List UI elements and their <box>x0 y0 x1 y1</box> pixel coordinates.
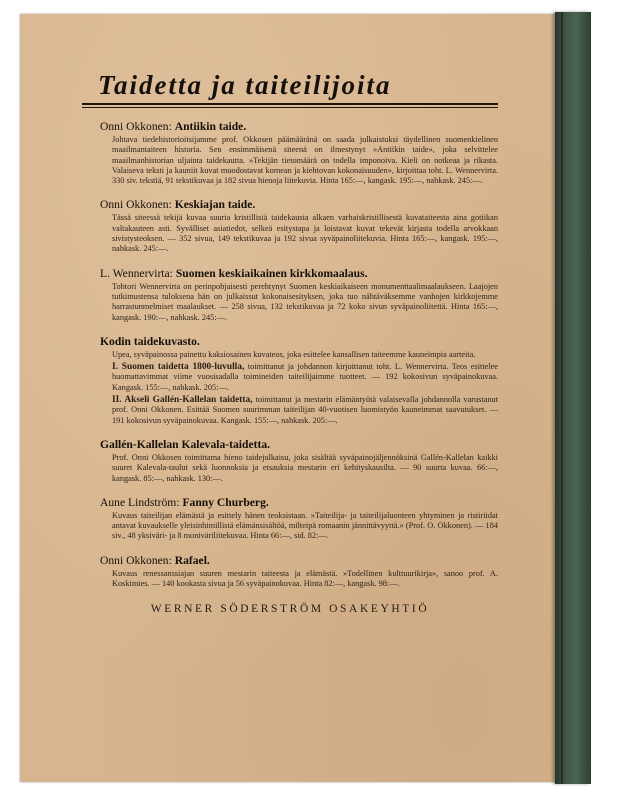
book-entry-rafael <box>82 554 498 590</box>
entry-description: Kuvaus renessanssiajan suuren mestarin taiteesta ja elämästä. »Todellinen kulttuurikirja», sanoo prof. A. Koskimies. — 140 kookasta sivua ja 56 syväpainokuvaa. Hinta 82:—, kangask. 98:—. <box>112 568 498 589</box>
book-entry-kalevala-taidetta <box>82 438 498 484</box>
entry-author: Onni Okkonen: <box>100 198 172 212</box>
entry-description: Johtava tiedehistorioitsijamme prof. Okkosen päämääränä on saada julkaistuksi täydellinen suomenkielinen maailmantaiteen historia. Sen ensimmäisenä siteenä on ilmestynyt »Antiikin taide», joka selvittelee maailmanhistorian uljainta taidekautta. »Tekijän tietomäärä on todella imponoiva. Kieli on notkeaa ja rikasta. Valaiseva teksti ja kauniit kuvat muodostavat komean ja kiehtovan kokonaisuuden», kirjoittaa toht. L. Wennervirta. 330 siv. tekstiä, 91 tekstikuvaa ja 182 sivua hienoja liitekuvia. Hinta 165:—, kangask. 195:—, nahkask. 245:—. <box>112 135 498 186</box>
sub-volume-1 <box>100 362 498 393</box>
book-entry-antiikin-taide <box>82 120 498 186</box>
entry-heading <box>100 438 498 452</box>
sub-volume-2 <box>100 395 498 426</box>
entry-book-title: Suomen keskiaikainen kirkkomaalaus. <box>175 266 368 280</box>
sub-volume-text: toimittanut ja johdannon kirjoittanut toht. L. Wennervirta. Teos esittelee huomattavimmat viime vuosisadalla toimineiden taiteilijaimme tuotteet. — 192 kokosivun syväpainokuvaa. Kangask. 155:—, nahkask. 205:—. <box>112 362 498 392</box>
entry-description: Prof. Onni Okkosen toimittama hieno taidejulkaisu, joka sisältää syväpainojäljennöksinä Gallén-Kallelan kaikki suuret Kalevala-taulut sekä luonnoksia ja etsauksia mestarin eri kehityskausilta. — 90 suurta kuvaa. 66:—, kangask. 85:—, nahkask. 130:—. <box>112 452 498 483</box>
page-title: Taidetta ja taiteilijoita <box>98 70 392 100</box>
entry-book-title: Keskiajan taide. <box>174 198 256 212</box>
entry-heading <box>100 120 498 134</box>
book-entry-kodin-taidekuvasto <box>82 335 498 426</box>
entry-book-title: Rafael. <box>174 553 210 567</box>
entry-author: Aune Lindström: <box>100 495 180 509</box>
entry-description: Tässä siteessä tekijä kuvaa suuria kristillisiä taidekausia alkaen varhaiskristillisestä kuvataiteesta aina gotiikan valtakauteen asti. Syvälliset asiatiedot, selkeä esitystapa ja loistavat kuvat tekevät kirjasta todella arvokkaan sivistysteoksen. — 352 sivua, 149 tekstikuvaa ja 192 sivua syväpainoliitekuvia. Hinta 165:—, kangask. 195:—, nahkask. 245:—. <box>112 213 498 254</box>
advertisement-page <box>82 70 498 615</box>
entry-author: L. Wennervirta: <box>100 266 173 280</box>
title-rule <box>82 103 498 105</box>
entry-heading <box>100 496 498 510</box>
entry-heading <box>100 335 498 349</box>
book-entry-keskiajan-taide <box>82 198 498 254</box>
entry-description: Kuvaus taiteilijan elämästä ja esittely hänen teoksistaan. »Taiteilija- ja taiteilijaluonteen yhtyminen ja ristiriidat antavat kuvaukselle yleisinhimillistä elämänsisältöä, milteipä romaanin jännittävyyttä.» (Prof. O. Okkonen). — 184 siv., 48 yksiväri- ja 8 moniväriliitekuvaa. Hinta 66:—, sid. 82:—. <box>112 510 498 541</box>
entry-author: Onni Okkonen: <box>100 120 172 133</box>
entry-book-title: Fanny Churberg. <box>182 495 269 509</box>
entry-description: Tohtori Wennervirta on perinpohjaisesti perehtynyt Suomen keskiaikaiseen monumenttaalimaalaukseen. Laajojen tutkimustensa tuloksena hän on julkaissut kokonaisesityksen, joka tuo nähtäväksemme vanhojen kirkkojemme harrastunmelmiset maalaukset. — 258 sivua, 132 tekstikuvaa ja 72 koko sivun syväpainoliitettä. Hinta 165:—, kangask. 190:—, nahkask. 245:—. <box>112 281 498 322</box>
entry-book-title: Antiikin taide. <box>174 120 247 133</box>
entry-description: Upea, syväpainossa painettu kaksiosainen kuvateos, joka esittelee kansallisen taiteemme kauneimpia aarteita. <box>112 349 476 359</box>
title-rule-thin <box>82 107 498 108</box>
entry-heading <box>100 267 498 281</box>
sub-volume-title: I. Suomen taidetta 1800-luvulla, <box>112 362 245 373</box>
book-entry-kirkkomaalaus <box>82 267 498 323</box>
entry-author: Onni Okkonen: <box>100 553 172 567</box>
entry-book-title: Gallén-Kallelan Kalevala-taidetta. <box>100 437 271 451</box>
publisher-name: WERNER SÖDERSTRÖM OSAKEYHTIÖ <box>150 603 430 616</box>
entry-heading <box>100 554 498 568</box>
sub-volume-text: toimittanut ja mestarin elämäntyötä valaisevalla johdannolla varustanut prof. Onni Okkonen. Esittää Suomen suurimman taiteilijan 40-vuotisen luomistyön kauneimmat saavutukset. — 191 kokosivun syväpainokuvaa. Kangask. 155:—, nahkask. 205:—. <box>112 395 498 425</box>
sub-volume-title: II. Akseli Gallén-Kallelan taidetta, <box>112 395 253 406</box>
entry-heading <box>100 198 498 212</box>
book-entry-fanny-churberg <box>82 496 498 542</box>
entry-book-title: Kodin taidekuvasto. <box>100 334 200 348</box>
book-spine <box>555 12 591 784</box>
